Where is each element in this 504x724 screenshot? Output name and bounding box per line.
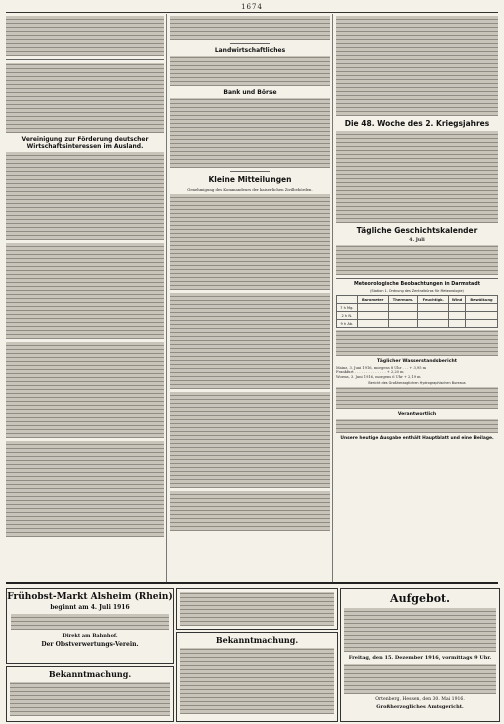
ad-title: Frühobst-Markt Alsheim (Rhein) xyxy=(7,592,173,602)
text-block xyxy=(170,392,330,488)
weather-cell xyxy=(418,312,449,320)
article-heading: Vereinigung zur Förderung deutscher Wirtschaftsinteressen im Ausland. xyxy=(21,136,149,150)
text-block xyxy=(170,98,330,168)
section-heading-bank: Bank und Börse xyxy=(223,89,277,96)
weather-cell xyxy=(357,304,388,312)
text-block xyxy=(6,152,164,240)
ad-place-date: Ortenberg, Hessen, den 30. Mai 1916. xyxy=(375,697,465,702)
text-block xyxy=(180,648,334,714)
ad-organisation: Der Obstverwertungs-Verein. xyxy=(41,641,139,648)
text-block xyxy=(336,16,498,116)
wasserstand-line: Mainz, 3. Juni 1916, morgens 8 Uhr . . . + 3,95 m xyxy=(336,366,427,370)
ad-bekanntmachung-2 xyxy=(176,632,338,722)
text-block xyxy=(344,664,496,694)
column-divider xyxy=(166,14,167,582)
meteo-subheading: (Station 1. Ordnung des Zentralbüros für Meteorologie) xyxy=(370,289,464,293)
text-block xyxy=(6,441,164,537)
meteo-heading: Meteorologische Beobachtungen in Darmstadt xyxy=(353,282,481,287)
text-block xyxy=(10,682,170,716)
weather-cell xyxy=(465,320,497,328)
separator xyxy=(230,171,270,172)
section-heading-kriegswoche: Die 48. Woche des 2. Kriegsjahres xyxy=(344,119,490,128)
text-block xyxy=(6,342,164,438)
text-block xyxy=(170,491,330,531)
weather-col-header: Wind xyxy=(449,296,466,304)
text-block xyxy=(11,614,169,630)
weather-col-header: Barometer xyxy=(357,296,388,304)
weather-cell xyxy=(388,312,418,320)
wasserstand-heading: Täglicher Wasserstandsbericht xyxy=(377,359,457,364)
ad-date-line: Freitag, den 15. Dezember 1916, vormittags 9 Uhr. xyxy=(348,655,492,661)
text-block xyxy=(6,243,164,339)
section-heading-geschichtskalender: Tägliche Geschichtskalender xyxy=(356,226,478,235)
weather-cell xyxy=(357,312,388,320)
text-block xyxy=(336,131,498,223)
ad-aufgebot xyxy=(340,588,500,722)
weather-cell: 2 h N. xyxy=(337,312,358,320)
page-number: 1674 xyxy=(241,3,263,11)
ad-text xyxy=(176,588,338,630)
weather-cell xyxy=(388,304,418,312)
weather-cell xyxy=(418,304,449,312)
verantwortlich-heading: Verantwortlich xyxy=(397,411,437,417)
weather-cell: 9 h Ab. xyxy=(337,320,358,328)
ad-authority: Großherzogliches Amtsgericht. xyxy=(376,704,464,710)
weather-col-header: Feuchtigk. xyxy=(418,296,449,304)
weather-col-header: Thermom. xyxy=(388,296,418,304)
bericht-heading: Bericht des Großherzoglichen Hydrographischen Bureaus xyxy=(368,380,466,385)
weather-cell xyxy=(465,312,497,320)
kalender-date: 4. Juli xyxy=(409,238,425,243)
ad-bekanntmachung-1 xyxy=(6,666,174,722)
weather-table xyxy=(336,295,498,328)
text-block xyxy=(170,194,330,290)
footer-note: Unsere heutige Ausgabe enthält Hauptblatt und eine Beilage. xyxy=(340,435,494,441)
wasserstand-line: Worms, 3. Juni 1916, morgens 6 Uhr + 2,19 m xyxy=(336,374,421,379)
ad-fruehobst xyxy=(6,588,174,664)
weather-cell xyxy=(388,320,418,328)
column-3 xyxy=(336,14,498,580)
ad-location: Direkt am Bahnhof. xyxy=(62,633,118,639)
column-1 xyxy=(6,14,164,580)
text-block xyxy=(336,387,498,409)
text-block xyxy=(336,330,498,356)
ad-title: Aufgebot. xyxy=(390,592,450,605)
text-block xyxy=(180,592,334,626)
section-heading-kleine-mitteilungen: Kleine Mitteilungen xyxy=(208,175,292,184)
text-block xyxy=(6,63,164,133)
column-2 xyxy=(170,14,330,580)
weather-cell xyxy=(449,312,466,320)
weather-col-header: Bewölkung xyxy=(465,296,497,304)
weather-cell: 7 h Mg. xyxy=(337,304,358,312)
text-block xyxy=(336,245,498,275)
ad-title: Bekanntmachung. xyxy=(48,669,132,679)
text-block xyxy=(170,56,330,86)
weather-row xyxy=(337,312,498,320)
column-divider xyxy=(332,14,333,582)
weather-row xyxy=(337,320,498,328)
text-block xyxy=(6,16,164,56)
text-block xyxy=(170,16,330,40)
weather-cell xyxy=(449,304,466,312)
separator xyxy=(230,43,270,44)
wasserstand-line: Frankfurt . . . . . . . . . . . . . . + 2,20 m xyxy=(336,370,404,375)
weather-cell xyxy=(418,320,449,328)
text-block xyxy=(336,419,498,433)
text-block xyxy=(170,293,330,389)
ad-title: Bekanntmachung. xyxy=(215,635,299,645)
weather-cell xyxy=(357,320,388,328)
weather-cell xyxy=(449,320,466,328)
section-heading-landwirtschaft: Landwirtschaftliches xyxy=(214,47,286,54)
separator xyxy=(336,278,498,279)
ad-subtitle: beginnt am 4. Juli 1916 xyxy=(50,604,130,611)
weather-table-header-row xyxy=(337,296,498,304)
top-rule xyxy=(6,12,498,13)
weather-col-header xyxy=(337,296,358,304)
weather-row xyxy=(337,304,498,312)
text-block xyxy=(344,608,496,652)
separator xyxy=(6,59,164,60)
section-subheading: Genehmigung des Kommandeurs der kaiserlichen Zivilbehörden. xyxy=(187,187,313,192)
advertisement-section xyxy=(6,582,498,722)
weather-cell xyxy=(465,304,497,312)
